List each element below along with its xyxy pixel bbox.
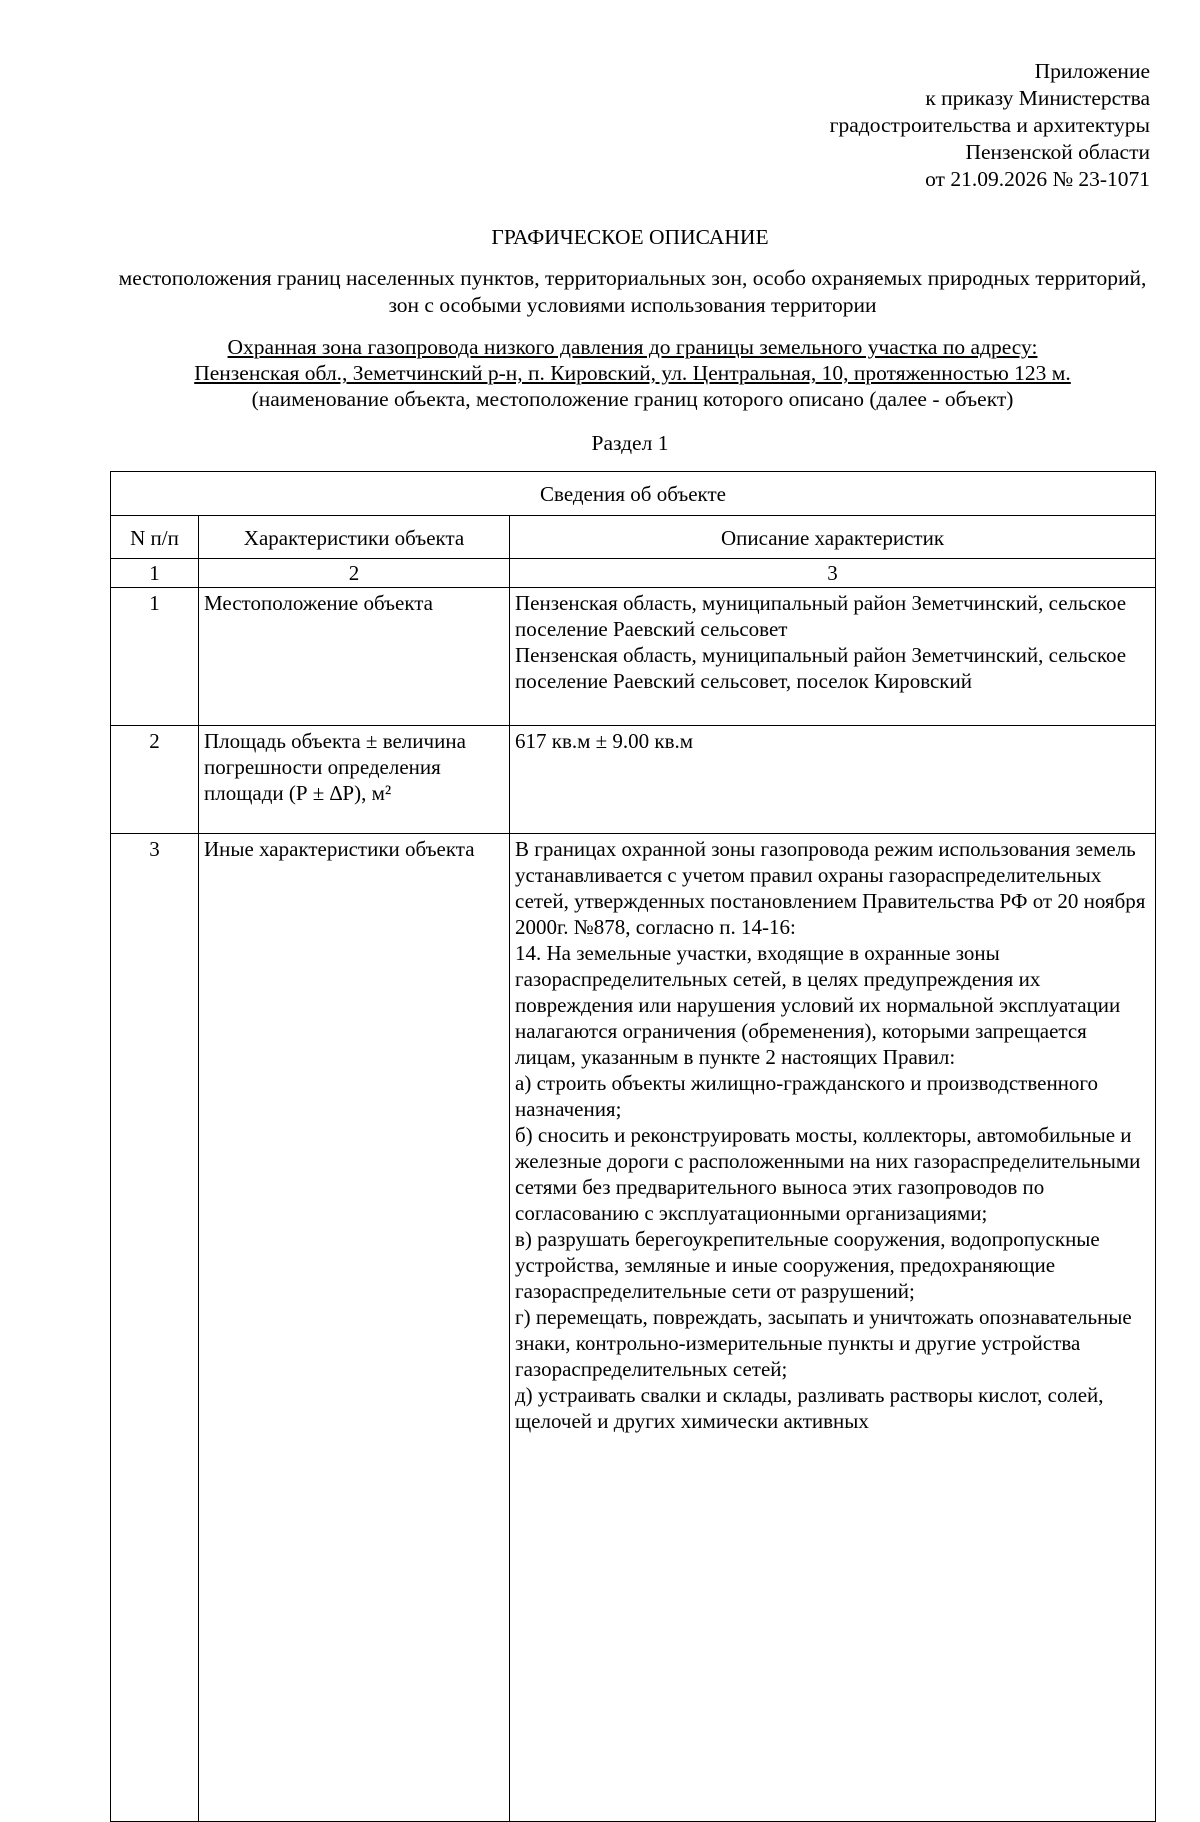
- object-name-line2: Пензенская обл., Земетчинский р-н, п. Кировский, ул. Центральная, 10, протяженностью 123 м.: [194, 361, 1071, 385]
- appendix-label: Приложение: [1034, 59, 1150, 83]
- column-number: 2: [199, 559, 510, 588]
- table-caption-row: [111, 472, 1156, 516]
- description-paragraph: в) разрушать берегоукрепительные сооружения, водопропускные устройства, земляные и иные сооружения, предохраняющие газораспределительные сети от разрушений;: [515, 1227, 1100, 1303]
- order-date-number: от 21.09.2026 № 23-1071: [925, 167, 1150, 191]
- row-characteristic: Местоположение объекта: [199, 588, 510, 726]
- row-description: [510, 726, 1156, 834]
- table-row: [111, 834, 1156, 1822]
- document-title: ГРАФИЧЕСКОЕ ОПИСАНИЕ: [491, 225, 769, 249]
- column-number: 3: [510, 559, 1156, 588]
- table-row: [111, 588, 1156, 726]
- description-paragraph: 617 кв.м ± 9.00 кв.м: [515, 729, 694, 753]
- description-paragraph: Пензенская область, муниципальный район Земетчинский, сельское поселение Раевский сельсовет: [515, 591, 1127, 641]
- table-header-row: [111, 516, 1156, 559]
- row-number: 3: [111, 834, 199, 1822]
- description-paragraph: Пензенская область, муниципальный район Земетчинский, сельское поселение Раевский сельсовет, поселок Кировский: [515, 643, 1127, 693]
- document-subtitle: местоположения границ населенных пунктов, территориальных зон, особо охраняемых природных территорий, зон с особыми условиями использования территории: [118, 266, 1147, 317]
- table-row: [111, 726, 1156, 834]
- description-paragraph: б) сносить и реконструировать мосты, коллекторы, автомобильные и железные дороги с расположенными на них газораспределительными сетями без предварительного выноса этих газопроводов по согласованию с эксплуатационными организациями;: [515, 1123, 1141, 1225]
- row-characteristic: Иные характеристики объекта: [199, 834, 510, 1822]
- object-name-note: (наименование объекта, местоположение границ которого описано (далее - объект): [251, 387, 1014, 411]
- row-description: [510, 834, 1156, 1822]
- description-paragraph: г) перемещать, повреждать, засыпать и уничтожать опознавательные знаки, контрольно-измерительные пункты и другие устройства газораспределительных сетей;: [515, 1305, 1132, 1381]
- row-number: 1: [111, 588, 199, 726]
- column-number: 1: [111, 559, 199, 588]
- column-header-description: Описание характеристик: [510, 516, 1156, 559]
- row-number: 2: [111, 726, 199, 834]
- column-header-characteristic: Характеристики объекта: [199, 516, 510, 559]
- section-label: Раздел 1: [591, 431, 669, 455]
- order-line: к приказу Министерства: [925, 86, 1150, 110]
- region-line: Пензенской области: [965, 140, 1150, 164]
- order-reference: [830, 58, 1150, 193]
- ministry-line: градостроительства и архитектуры: [829, 113, 1150, 137]
- column-header-number: N п/п: [111, 516, 199, 559]
- description-paragraph: 14. На земельные участки, входящие в охранные зоны газораспределительных сетей, в целях предупреждения их повреждения или нарушения условий их нормальной эксплуатации налагаются ограничения (обременения), которыми запрещается лицам, указанным в пункте 2 настоящих Правил:: [515, 941, 1121, 1069]
- row-characteristic: Площадь объекта ± величина погрешности определения площади (Р ± ∆Р), м²: [199, 726, 510, 834]
- description-paragraph: д) устраивать свалки и склады, разливать растворы кислот, солей, щелочей и других химически активных: [515, 1383, 1104, 1433]
- object-name-line1: Охранная зона газопровода низкого давления до границы земельного участка по адресу:: [227, 335, 1038, 359]
- object-info-table: [110, 471, 1156, 1822]
- column-number-row: [111, 559, 1156, 588]
- description-paragraph: В границах охранной зоны газопровода режим использования земель устанавливается с учетом правил охраны газораспределительных сетей, утвержденных постановлением Правительства РФ от 20 ноября 2000г. №878, согласно п. 14-16:: [515, 837, 1146, 939]
- object-description: [105, 334, 1160, 412]
- description-paragraph: а) строить объекты жилищно-гражданского и производственного назначения;: [515, 1071, 1099, 1121]
- table-caption: Сведения об объекте: [111, 472, 1156, 516]
- row-description: [510, 588, 1156, 726]
